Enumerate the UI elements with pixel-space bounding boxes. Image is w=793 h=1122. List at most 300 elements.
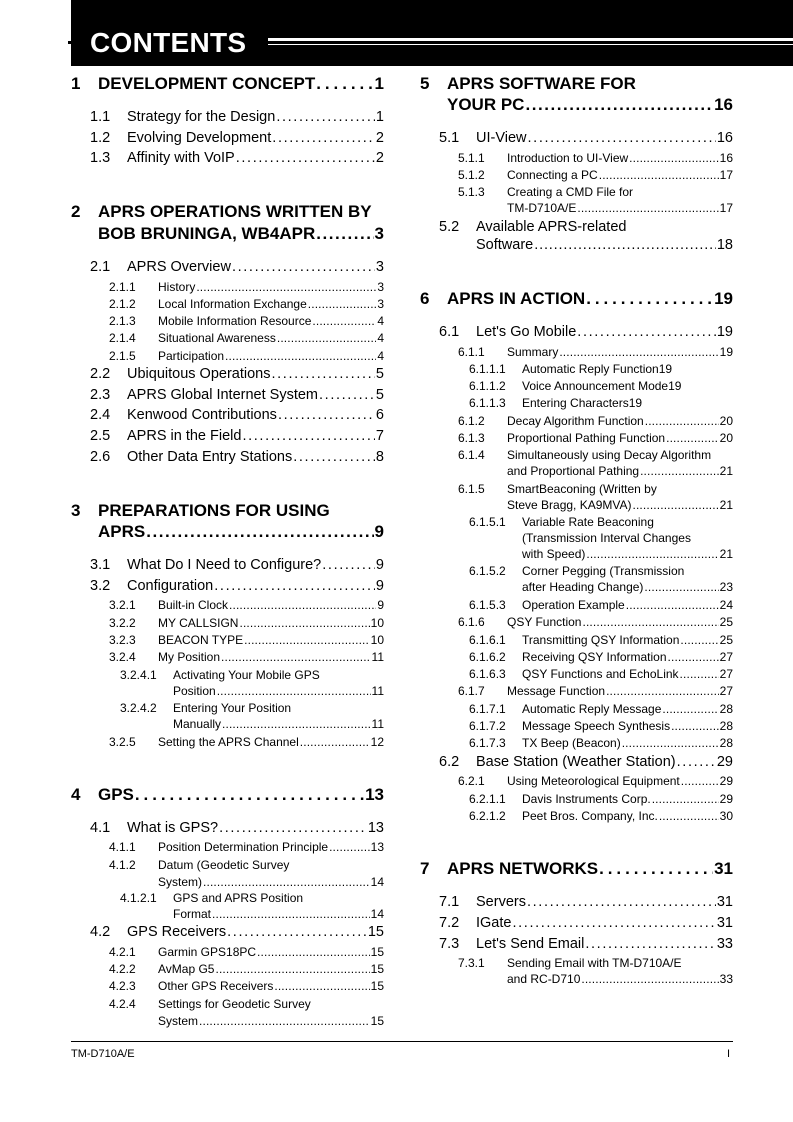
- dot-leader: [219, 819, 367, 837]
- toc-entry-4-1-2-1-cont[interactable]: [71, 906, 384, 922]
- toc-entry-6-1-4-cont[interactable]: [420, 463, 733, 479]
- entry-page: 28: [719, 719, 733, 733]
- toc-entry-6-1-5-1-line2[interactable]: [420, 530, 733, 546]
- toc-entry-6-1-3[interactable]: [420, 430, 733, 446]
- entry-title-cont: Software: [476, 237, 534, 253]
- entry-page: 1: [374, 74, 384, 93]
- entry-number: 2.1.1: [109, 280, 136, 294]
- entry-number: 3.2.1: [109, 598, 136, 612]
- dot-leader: [671, 718, 719, 734]
- entry-title: Summary: [507, 345, 559, 359]
- entry-number: 6.1.3: [458, 431, 485, 445]
- entry-number: 4.2.4: [109, 997, 136, 1011]
- entry-page: 15: [370, 979, 384, 993]
- toc-entry-5-1-2[interactable]: [420, 167, 733, 183]
- dot-leader: [229, 597, 376, 613]
- entry-page: 30: [719, 809, 733, 823]
- entry-page: 27: [719, 684, 733, 698]
- toc-entry-5-2[interactable]: [420, 218, 733, 236]
- entry-number: 6.1: [439, 324, 460, 340]
- toc-chapter-6[interactable]: [420, 288, 733, 309]
- entry-title: Decay Algorithm Function: [507, 414, 644, 428]
- dot-leader: [585, 935, 716, 953]
- entry-number: 7.2: [439, 915, 460, 931]
- entry-number: 4.1.2: [109, 858, 136, 872]
- dot-leader: [316, 223, 373, 244]
- entry-title: Ubiquitous Operations: [127, 366, 271, 382]
- entry-number: 6.2.1: [458, 774, 485, 788]
- entry-page: 19: [716, 324, 733, 340]
- entry-page: 31: [716, 894, 733, 910]
- dot-leader: [659, 808, 719, 824]
- entry-title: QSY Function: [507, 615, 582, 629]
- dot-leader: [227, 923, 367, 941]
- entry-title-cont: APRS: [98, 522, 146, 541]
- toc-right-column: [420, 0, 733, 1040]
- entry-title: GPS: [98, 785, 134, 804]
- entry-title: What is GPS?: [127, 820, 219, 836]
- entry-page: 24: [719, 598, 733, 612]
- dot-leader: [300, 734, 370, 750]
- dot-leader: [668, 649, 719, 665]
- toc-entry-3-2[interactable]: [71, 577, 384, 595]
- dot-leader: [633, 497, 719, 513]
- entry-title: Operation Example: [522, 598, 625, 612]
- toc-chapter-1[interactable]: [71, 73, 384, 94]
- entry-title: Entering Characters19: [522, 396, 643, 410]
- entry-number: 1.3: [90, 150, 111, 166]
- entry-number: 3.2.5: [109, 735, 136, 749]
- entry-title-cont: after Heading Change): [522, 580, 644, 594]
- entry-number: 2.1.2: [109, 297, 136, 311]
- toc-entry-6-1-7[interactable]: [420, 683, 733, 699]
- toc-entry-3-2-2[interactable]: [71, 615, 384, 631]
- toc-entry-6-1-4[interactable]: [420, 447, 733, 463]
- entry-title-cont: BOB BRUNINGA, WB4APR: [98, 224, 316, 243]
- toc-entry-6-1-6-2[interactable]: [420, 649, 733, 665]
- entry-number: 6.2: [439, 754, 460, 770]
- toc-entry-5-2-cont[interactable]: [420, 236, 733, 254]
- entry-page: 21: [719, 464, 733, 478]
- toc-chapter-5[interactable]: [420, 73, 733, 94]
- dot-leader: [645, 413, 719, 429]
- toc-entry-3-2-4-2[interactable]: [71, 700, 384, 716]
- entry-title: Other GPS Receivers: [158, 979, 274, 993]
- toc-entry-2-6[interactable]: [71, 448, 384, 466]
- entry-page: 25: [719, 615, 733, 629]
- toc-entry-4-1-2-1[interactable]: [71, 890, 384, 906]
- dot-leader: [221, 649, 371, 665]
- dot-leader: [525, 94, 713, 115]
- toc-entry-2-5[interactable]: [71, 427, 384, 445]
- entry-number: 1.1: [90, 109, 111, 125]
- entry-number: 2.1: [90, 259, 111, 275]
- entry-number: 3.2.3: [109, 633, 136, 647]
- toc-entry-6-1-1-3[interactable]: [420, 395, 733, 411]
- toc-entry-6-1-5-1-cont[interactable]: [420, 546, 733, 562]
- entry-title: Datum (Geodetic Survey: [158, 858, 290, 872]
- dot-leader: [196, 279, 376, 295]
- entry-title: Evolving Development: [127, 130, 272, 146]
- toc-entry-2-1-5[interactable]: [71, 348, 384, 364]
- entry-page: 9: [375, 578, 384, 594]
- dot-leader: [222, 716, 371, 732]
- entry-title: Entering Your Position: [173, 701, 292, 715]
- toc-entry-6-1-1-2[interactable]: [420, 378, 733, 394]
- toc-entry-1-1[interactable]: [71, 108, 384, 126]
- toc-entry-6-1-1[interactable]: [420, 344, 733, 360]
- dot-leader: [135, 784, 364, 805]
- entry-number: 6.1.2: [458, 414, 485, 428]
- dot-leader: [680, 632, 718, 648]
- entry-title: Other Data Entry Stations: [127, 449, 293, 465]
- toc-entry-7-3-1[interactable]: [420, 955, 733, 971]
- toc-entry-2-1-4[interactable]: [71, 330, 384, 346]
- entry-title: Servers: [476, 894, 526, 910]
- entry-page: 9: [374, 522, 384, 541]
- toc-entry-7-1[interactable]: [420, 893, 733, 911]
- dot-leader: [534, 236, 716, 254]
- entry-page: 4: [377, 314, 384, 328]
- toc-entry-6-2-1[interactable]: [420, 773, 733, 789]
- toc-entry-3-2-4-1-cont[interactable]: [71, 683, 384, 699]
- toc-entry-2-1-3[interactable]: [71, 313, 384, 329]
- toc-entry-2-1-2[interactable]: [71, 296, 384, 312]
- entry-number: 6.2.1.2: [469, 809, 506, 823]
- dot-leader: [214, 577, 375, 595]
- toc-entry-3-1[interactable]: [71, 556, 384, 574]
- entry-page: 17: [719, 168, 733, 182]
- toc-entry-6-1[interactable]: [420, 323, 733, 341]
- entry-title: Built-in Clock: [158, 598, 229, 612]
- entry-number: 6.1.6.1: [469, 633, 506, 647]
- entry-page: 15: [370, 1014, 384, 1028]
- entry-title: Automatic Reply Message: [522, 702, 662, 716]
- entry-page: 11: [371, 717, 384, 731]
- entry-title-cont: (Transmission Interval Changes: [522, 531, 691, 545]
- entry-page: 9: [377, 598, 384, 612]
- toc-chapter-4[interactable]: [71, 784, 384, 805]
- entry-number: 6.1.6.2: [469, 650, 506, 664]
- toc-entry-5-1-3[interactable]: [420, 184, 733, 200]
- entry-title: Participation: [158, 349, 225, 363]
- dot-leader: [681, 773, 719, 789]
- entry-page: 28: [719, 702, 733, 716]
- toc-entry-2-4[interactable]: [71, 406, 384, 424]
- toc-entry-1-2[interactable]: [71, 129, 384, 147]
- entry-number: 2.3: [90, 387, 111, 403]
- entry-title-cont: Steve Bragg, KA9MVA): [507, 498, 632, 512]
- entry-title: APRS NETWORKS: [447, 859, 599, 878]
- entry-number: 5.1: [439, 130, 460, 146]
- entry-number: 3.2.4: [109, 650, 136, 664]
- toc-entry-4-1[interactable]: [71, 819, 384, 837]
- page-title: CONTENTS: [90, 27, 247, 58]
- entry-title: IGate: [476, 915, 512, 931]
- toc-entry-3-2-4[interactable]: [71, 649, 384, 665]
- footer-model-name: TM-D710A/E: [71, 1048, 135, 1060]
- entry-number: 5.2: [439, 219, 460, 235]
- entry-number: 6.1.5.1: [469, 515, 506, 529]
- entry-title: Available APRS-related: [476, 219, 627, 235]
- entry-title-cont: Position: [173, 684, 216, 698]
- entry-title: Configuration: [127, 578, 214, 594]
- entry-number: 4.2.1: [109, 945, 136, 959]
- entry-page: 3: [377, 280, 384, 294]
- entry-title: Automatic Reply Function19: [522, 362, 673, 376]
- toc-entry-2-2[interactable]: [71, 365, 384, 383]
- entry-title: Message Function: [507, 684, 606, 698]
- entry-page: 27: [719, 667, 733, 681]
- entry-page: 3: [375, 259, 384, 275]
- entry-page: 17: [719, 201, 733, 215]
- dot-leader: [577, 200, 718, 216]
- dot-leader: [278, 406, 375, 424]
- entry-title: Peet Bros. Company, Inc.: [522, 809, 658, 823]
- toc-entry-4-1-1[interactable]: [71, 839, 384, 855]
- entry-title: Corner Pegging (Transmission: [522, 564, 685, 578]
- toc-entry-1-3[interactable]: [71, 149, 384, 167]
- toc-entry-6-1-5-1[interactable]: [420, 514, 733, 530]
- dot-leader: [629, 150, 718, 166]
- dot-leader: [652, 791, 719, 807]
- dot-leader: [276, 108, 375, 126]
- entry-page: 21: [719, 547, 733, 561]
- toc-entry-6-1-6[interactable]: [420, 614, 733, 630]
- toc-entry-6-1-6-3[interactable]: [420, 666, 733, 682]
- toc-entry-4-2-4-cont[interactable]: [71, 1013, 384, 1029]
- dot-leader: [203, 874, 370, 890]
- toc-entry-6-1-5-2-cont[interactable]: [420, 579, 733, 595]
- entry-page: 16: [719, 151, 733, 165]
- toc-chapter-3-cont[interactable]: [71, 521, 384, 542]
- entry-number: 4.1.2.1: [120, 891, 157, 905]
- entry-number: 6.1.7: [458, 684, 485, 698]
- dot-leader: [236, 149, 375, 167]
- entry-page: 12: [370, 735, 384, 749]
- entry-number: 2.5: [90, 428, 111, 444]
- toc-entry-2-1[interactable]: [71, 258, 384, 276]
- toc-left-column: [71, 0, 384, 1040]
- toc-entry-3-2-5[interactable]: [71, 734, 384, 750]
- entry-page: 15: [367, 924, 384, 940]
- entry-page: 3: [377, 297, 384, 311]
- toc-entry-7-2[interactable]: [420, 914, 733, 932]
- entry-title: Introduction to UI-View: [507, 151, 629, 165]
- dot-leader: [272, 129, 375, 147]
- entry-number: 5.1.2: [458, 168, 485, 182]
- entry-title-cont: and Proportional Pathing: [507, 464, 640, 478]
- entry-title: Setting the APRS Channel: [158, 735, 299, 749]
- entry-page: 31: [714, 859, 733, 878]
- entry-title: Garmin GPS18PC: [158, 945, 257, 959]
- dot-leader: [622, 735, 719, 751]
- toc-entry-4-2-1[interactable]: [71, 944, 384, 960]
- entry-page: 8: [375, 449, 384, 465]
- entry-title: Kenwood Contributions: [127, 407, 277, 423]
- entry-title: BEACON TYPE: [158, 633, 244, 647]
- toc-entry-4-2-4[interactable]: [71, 996, 384, 1012]
- entry-number: 6.1.5: [458, 482, 485, 496]
- toc-entry-7-3[interactable]: [420, 935, 733, 953]
- entry-title: SmartBeaconing (Written by: [507, 482, 657, 496]
- toc-entry-6-1-7-1[interactable]: [420, 701, 733, 717]
- dot-leader: [293, 448, 375, 466]
- entry-number: 6: [420, 289, 430, 308]
- entry-page: 20: [719, 414, 733, 428]
- entry-title: Connecting a PC: [507, 168, 598, 182]
- entry-title: Simultaneously using Decay Algorithm: [507, 448, 712, 462]
- dot-leader: [319, 386, 375, 404]
- dot-leader: [512, 914, 715, 932]
- entry-title-cont: YOUR PC: [447, 95, 525, 114]
- dot-leader: [257, 944, 370, 960]
- entry-page: 33: [716, 936, 733, 952]
- entry-number: 6.1.5.3: [469, 598, 506, 612]
- entry-page: 19: [714, 289, 733, 308]
- entry-number: 3.2.4.2: [120, 701, 157, 715]
- entry-title: APRS OPERATIONS WRITTEN BY: [98, 202, 372, 221]
- toc-entry-6-1-5[interactable]: [420, 481, 733, 497]
- entry-title: Voice Announcement Mode19: [522, 379, 682, 393]
- toc-entry-6-2-1-2[interactable]: [420, 808, 733, 824]
- toc-entry-2-3[interactable]: [71, 386, 384, 404]
- toc-entry-6-1-6-1[interactable]: [420, 632, 733, 648]
- entry-number: 3: [71, 501, 81, 520]
- dot-leader: [239, 615, 369, 631]
- toc-entry-6-1-7-2[interactable]: [420, 718, 733, 734]
- toc-entry-3-2-3[interactable]: [71, 632, 384, 648]
- footer-divider: [71, 1041, 733, 1042]
- entry-number: 2: [71, 202, 81, 221]
- entry-page: 16: [716, 130, 733, 146]
- entry-page: 13: [367, 820, 384, 836]
- dot-leader: [581, 971, 718, 987]
- entry-number: 6.1.1.1: [469, 362, 506, 376]
- entry-page: 19: [719, 345, 733, 359]
- toc-chapter-2-cont[interactable]: [71, 223, 384, 244]
- dot-leader: [274, 978, 369, 994]
- entry-number: 6.1.7.1: [469, 702, 506, 716]
- toc-entry-2-1-1[interactable]: [71, 279, 384, 295]
- entry-title: Creating a CMD File for: [507, 185, 634, 199]
- entry-page: 3: [374, 224, 384, 243]
- entry-page: 28: [719, 736, 733, 750]
- dot-leader: [225, 348, 376, 364]
- entry-page: 11: [371, 650, 384, 664]
- entry-title: APRS in the Field: [127, 428, 242, 444]
- dot-leader: [329, 839, 370, 855]
- entry-title: Proportional Pathing Function: [507, 431, 666, 445]
- entry-page: 15: [370, 962, 384, 976]
- entry-page: 18: [716, 237, 733, 253]
- entry-number: 2.1.4: [109, 331, 136, 345]
- entry-title: Base Station (Weather Station): [476, 754, 676, 770]
- toc-entry-6-1-5-3[interactable]: [420, 597, 733, 613]
- dot-leader: [527, 893, 716, 911]
- entry-page: 21: [719, 498, 733, 512]
- toc-entry-3-2-4-1[interactable]: [71, 667, 384, 683]
- entry-number: 2.1.3: [109, 314, 136, 328]
- entry-title-cont: Format: [173, 907, 212, 921]
- entry-page: 29: [719, 792, 733, 806]
- toc-entry-6-1-5-cont[interactable]: [420, 497, 733, 513]
- toc-entry-6-2-1-1[interactable]: [420, 791, 733, 807]
- entry-number: 4.1: [90, 820, 111, 836]
- toc-entry-3-2-1[interactable]: [71, 597, 384, 613]
- toc-entry-4-1-2-cont[interactable]: [71, 874, 384, 890]
- entry-title: PREPARATIONS FOR USING: [98, 501, 330, 520]
- toc-entry-4-2-3[interactable]: [71, 978, 384, 994]
- entry-number: 1.2: [90, 130, 111, 146]
- entry-number: 6.1.5.2: [469, 564, 506, 578]
- entry-page: 33: [719, 972, 733, 986]
- entry-page: 20: [719, 431, 733, 445]
- entry-number: 6.1.1.3: [469, 396, 506, 410]
- entry-page: 5: [375, 366, 384, 382]
- toc-entry-6-2[interactable]: [420, 753, 733, 771]
- dot-leader: [586, 546, 718, 562]
- dot-leader: [599, 858, 713, 879]
- entry-title: Sending Email with TM-D710A/E: [507, 956, 682, 970]
- entry-page: 7: [375, 428, 384, 444]
- toc-entry-5-1-3-cont[interactable]: [420, 200, 733, 216]
- dot-leader: [528, 129, 716, 147]
- entry-title: Let's Go Mobile: [476, 324, 577, 340]
- toc-chapter-7[interactable]: [420, 858, 733, 879]
- toc-entry-5-1-1[interactable]: [420, 150, 733, 166]
- entry-title: APRS Overview: [127, 259, 231, 275]
- toc-entry-4-2-2[interactable]: [71, 961, 384, 977]
- toc-entry-5-1[interactable]: [420, 129, 733, 147]
- toc-entry-4-1-2[interactable]: [71, 857, 384, 873]
- toc-chapter-2[interactable]: [71, 201, 384, 222]
- entry-number: 6.1.7.3: [469, 736, 506, 750]
- entry-title: Let's Send Email: [476, 936, 585, 952]
- toc-entry-6-1-5-2[interactable]: [420, 563, 733, 579]
- dot-leader: [606, 683, 719, 699]
- toc-entry-6-1-7-3[interactable]: [420, 735, 733, 751]
- entry-page: 2: [375, 150, 384, 166]
- entry-title: Position Determination Principle: [158, 840, 329, 854]
- toc-entry-6-1-1-1[interactable]: [420, 361, 733, 377]
- entry-number: 5: [420, 74, 430, 93]
- entry-number: 4.2.3: [109, 979, 136, 993]
- entry-number: 4.2: [90, 924, 111, 940]
- entry-title: UI-View: [476, 130, 527, 146]
- dot-leader: [640, 463, 719, 479]
- dot-leader: [662, 701, 718, 717]
- entry-title: Settings for Geodetic Survey: [158, 997, 311, 1011]
- entry-page: 23: [719, 580, 733, 594]
- entry-number: 3.2: [90, 578, 111, 594]
- toc-entry-3-2-4-2-cont[interactable]: [71, 716, 384, 732]
- entry-number: 6.1.4: [458, 448, 485, 462]
- toc-entry-4-2[interactable]: [71, 923, 384, 941]
- dot-leader: [677, 753, 716, 771]
- entry-title: Message Speech Synthesis: [522, 719, 671, 733]
- entry-number: 5.1.3: [458, 185, 485, 199]
- entry-title: Variable Rate Beaconing: [522, 515, 654, 529]
- toc-chapter-5-cont[interactable]: [420, 94, 733, 115]
- toc-entry-6-1-2[interactable]: [420, 413, 733, 429]
- entry-number: 7.1: [439, 894, 460, 910]
- entry-title: Mobile Information Resource: [158, 314, 312, 328]
- entry-title: APRS SOFTWARE FOR: [447, 74, 636, 93]
- toc-chapter-3[interactable]: [71, 500, 384, 521]
- toc-entry-7-3-1-cont[interactable]: [420, 971, 733, 987]
- entry-title-cont: TM-D710A/E: [507, 201, 577, 215]
